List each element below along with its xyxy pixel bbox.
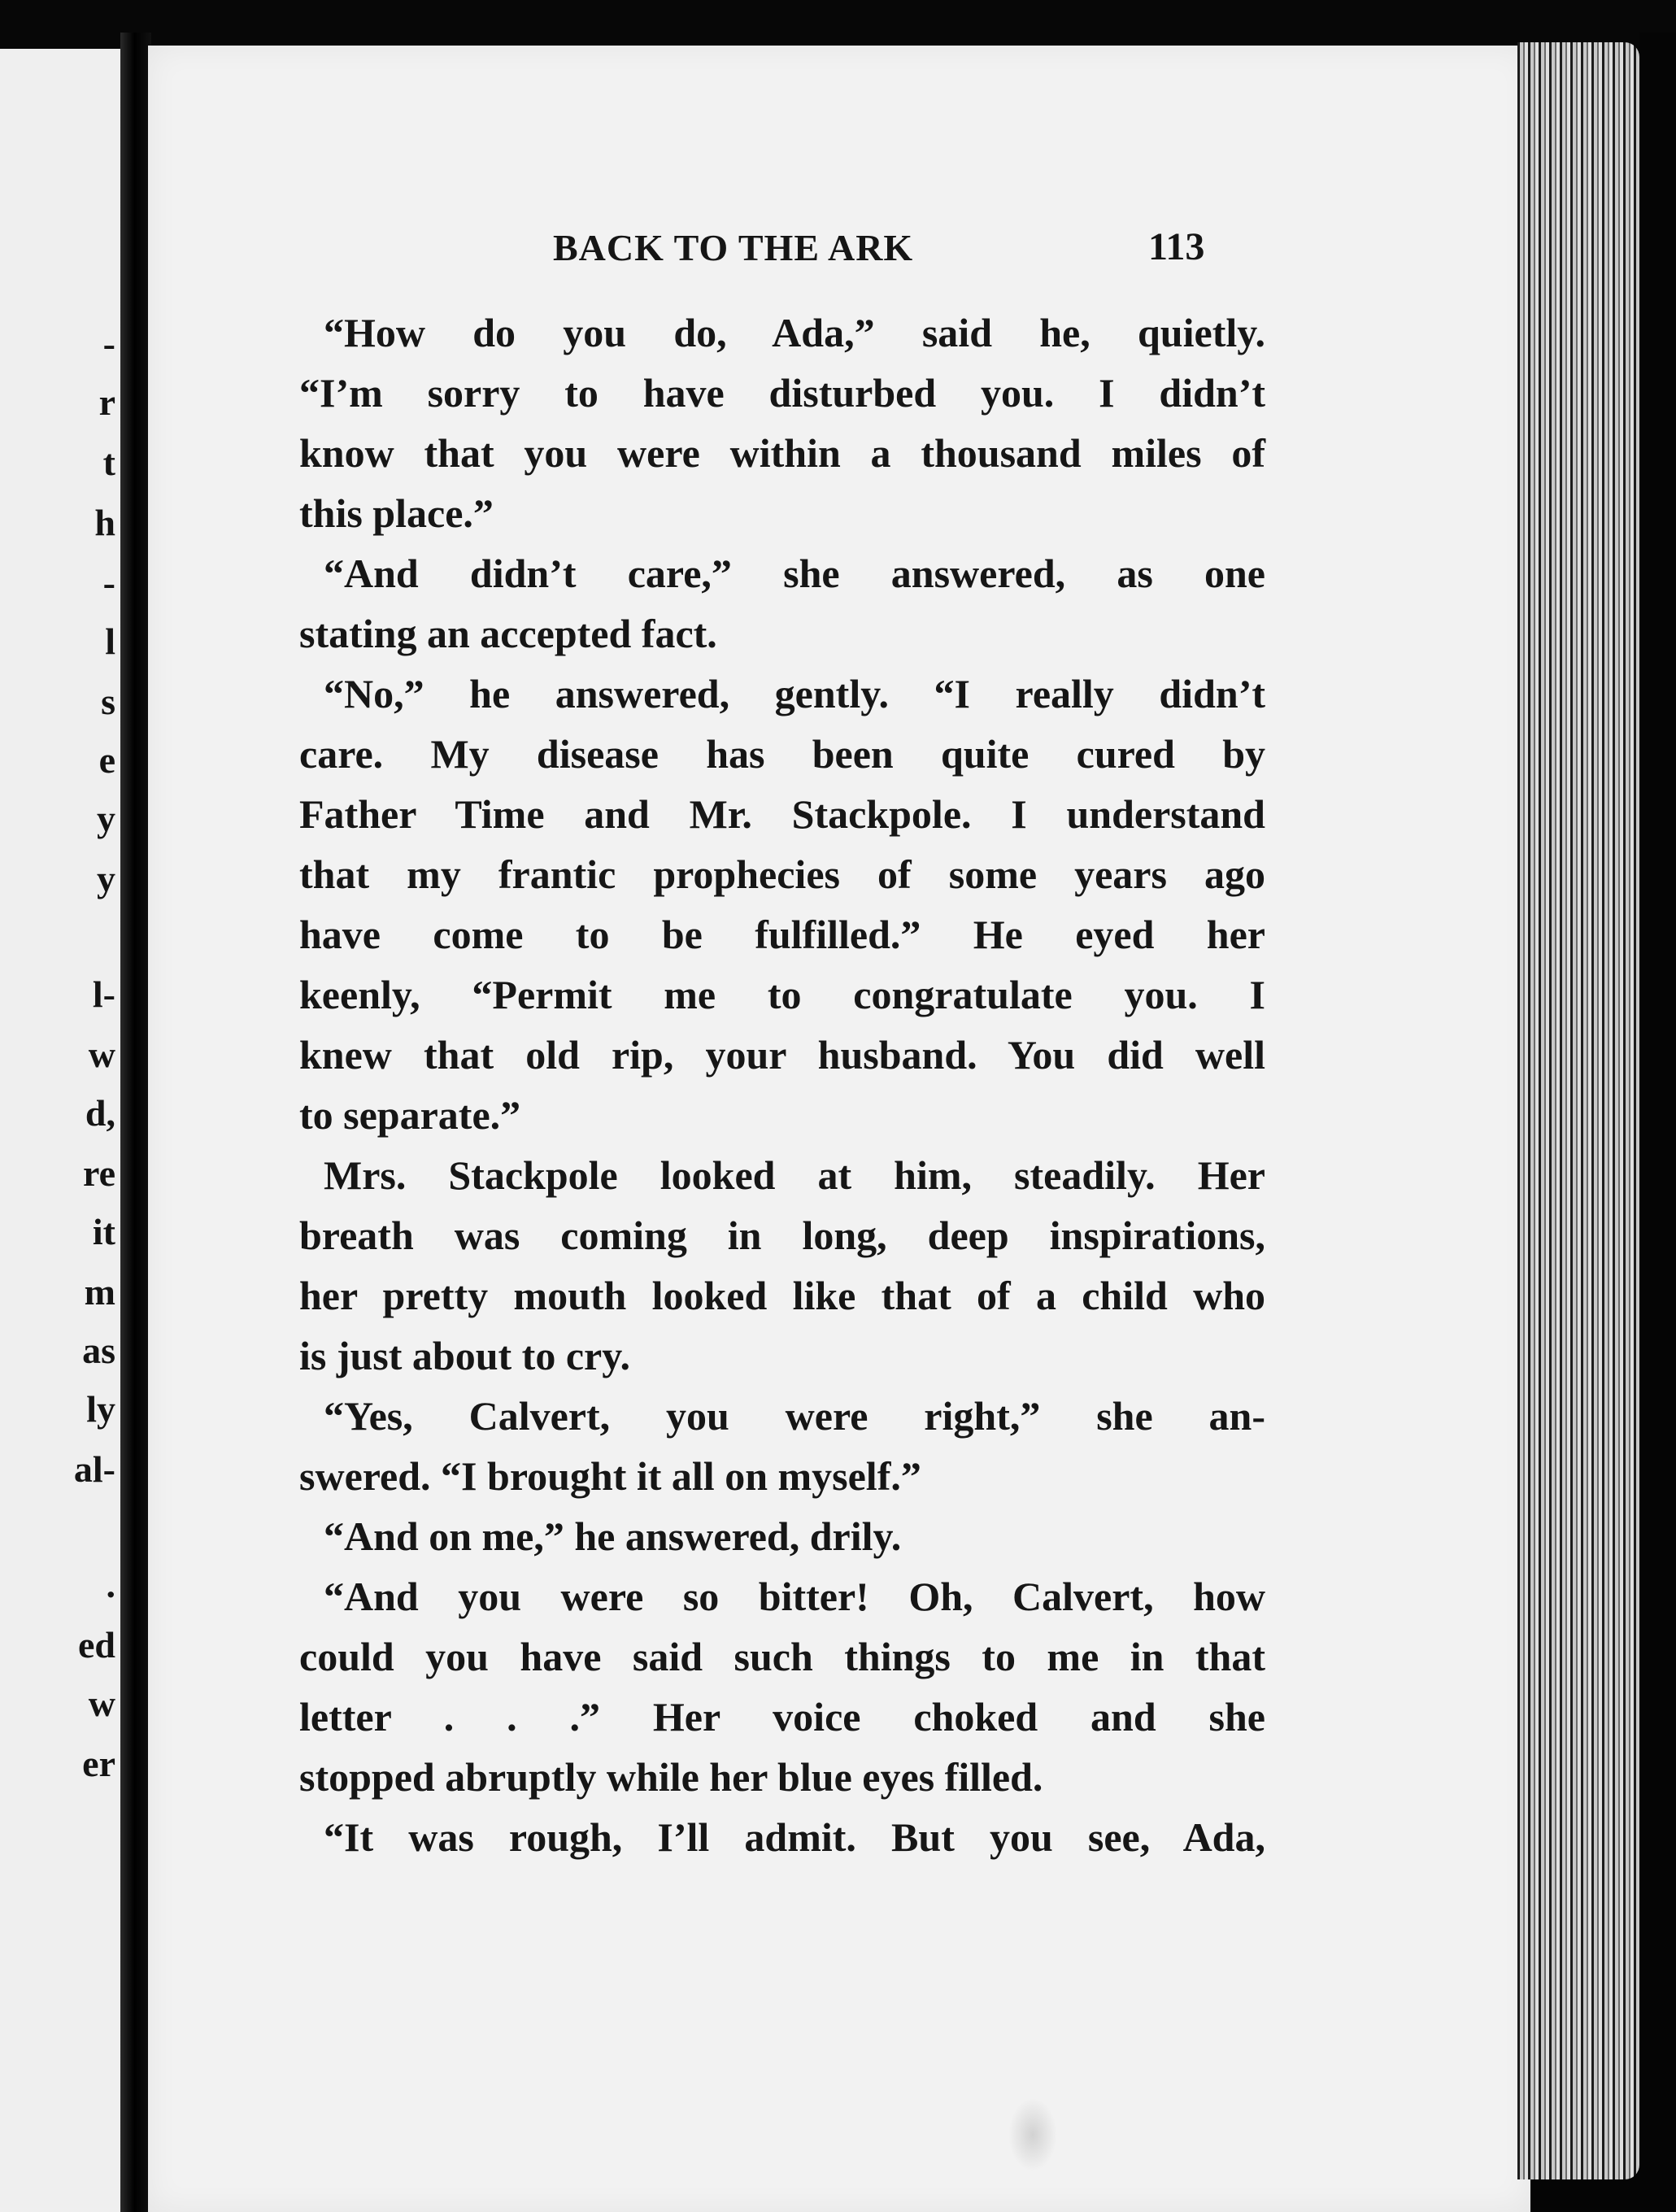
facing-page-fragment: it	[92, 1211, 115, 1252]
text-line: that my frantic prophecies of some years ago	[299, 851, 1265, 897]
text-line: “No,” he answered, gently. “I really didn’t	[324, 671, 1265, 716]
facing-page-fragment: r	[98, 381, 115, 423]
facing-page-fragment: d,	[85, 1092, 115, 1134]
paper-smudge	[1008, 2098, 1057, 2171]
facing-page-fragment: w	[88, 1683, 115, 1724]
text-line: to separate.”	[299, 1092, 521, 1138]
facing-page-edge	[0, 49, 128, 2212]
text-line: is just about to cry.	[299, 1333, 630, 1378]
text-line: breath was coming in long, deep inspirations,	[299, 1213, 1265, 1258]
facing-page-fragment: as	[82, 1330, 115, 1371]
facing-page-fragment: -	[102, 323, 115, 364]
text-line: letter . . .” Her voice choked and she	[299, 1694, 1265, 1740]
facing-page-fragment: t	[102, 442, 115, 483]
facing-page-fragment: y	[97, 858, 115, 899]
page-stack-edges	[1517, 42, 1639, 2179]
text-line: “And you were so bitter! Oh, Calvert, how	[324, 1574, 1265, 1619]
page-number: 113	[1148, 225, 1205, 268]
facing-page-fragment: ly	[86, 1388, 115, 1430]
text-line: stopped abruptly while her blue eyes filled.	[299, 1754, 1043, 1800]
text-line: “And didn’t care,” she answered, as one	[324, 551, 1265, 596]
text-line: “I’m sorry to have disturbed you. I didn’t	[299, 370, 1265, 416]
text-line: could you have said such things to me in that	[299, 1634, 1265, 1679]
text-line: knew that old rip, your husband. You did well	[299, 1032, 1265, 1078]
facing-page-fragment: y	[97, 798, 115, 839]
facing-page-fragment: al-	[73, 1448, 115, 1490]
text-line: Father Time and Mr. Stackpole. I understand	[299, 791, 1265, 837]
text-line: care. My disease has been quite cured by	[299, 731, 1265, 777]
facing-page-fragment: -	[102, 562, 115, 603]
text-line: keenly, “Permit me to congratulate you. I	[299, 972, 1265, 1017]
facing-page-fragment: w	[88, 1034, 115, 1075]
text-line: “And on me,” he answered, drily.	[324, 1513, 902, 1559]
facing-page-fragment: s	[101, 681, 115, 722]
text-line: Mrs. Stackpole looked at him, steadily. Her	[324, 1152, 1265, 1198]
facing-page-fragment: re	[82, 1152, 115, 1194]
facing-page-fragment: e	[98, 739, 115, 781]
text-line: stating an accepted fact.	[299, 611, 717, 656]
text-line: have come to be fulfilled.” He eyed her	[299, 912, 1265, 957]
text-line: “Yes, Calvert, you were right,” she an-	[324, 1393, 1265, 1439]
facing-page-fragment: m	[84, 1271, 115, 1313]
facing-page-fragment: .	[106, 1564, 115, 1605]
text-line: know that you were within a thousand miles of	[299, 430, 1265, 476]
scan-right-border	[1639, 33, 1676, 2212]
book-gutter-shadow	[120, 33, 151, 2212]
facing-page-fragment: l-	[92, 973, 115, 1015]
text-line: “How do you do, Ada,” said he, quietly.	[324, 310, 1265, 355]
facing-page-fragment: ed	[78, 1624, 115, 1666]
text-line: this place.”	[299, 490, 494, 536]
facing-page-fragment: h	[94, 502, 115, 543]
text-line: swered. “I brought it all on myself.”	[299, 1453, 921, 1499]
facing-page-fragment: er	[82, 1743, 115, 1784]
text-line: her pretty mouth looked like that of a child who	[299, 1273, 1265, 1318]
text-line: “It was rough, I’ll admit. But you see, Ada,	[324, 1814, 1265, 1860]
running-head: BACK TO THE ARK	[553, 227, 914, 268]
facing-page-fragment: l	[105, 620, 115, 662]
